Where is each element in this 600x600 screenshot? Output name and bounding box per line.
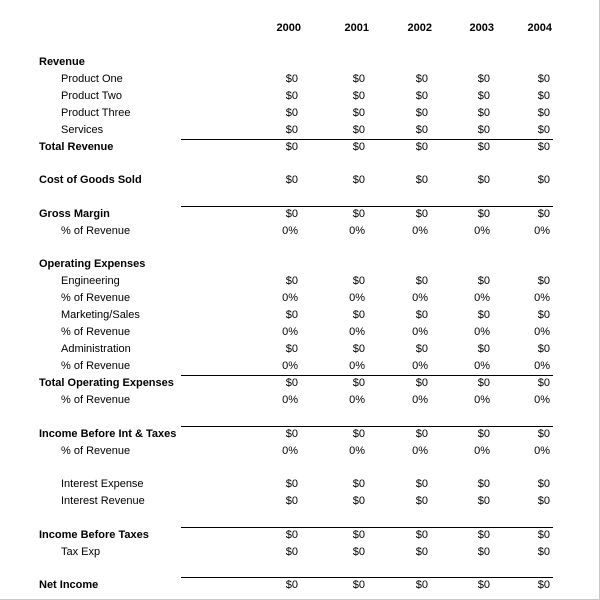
- cell-2004: $0: [537, 107, 550, 119]
- cell-2003: $0: [477, 546, 490, 558]
- cell-2001: 0%: [349, 326, 365, 338]
- cell-2003: $0: [477, 141, 490, 153]
- cell-2000: $0: [285, 495, 298, 507]
- cell-2000: $0: [285, 478, 298, 490]
- cell-2000: $0: [285, 343, 298, 355]
- cell-2002: $0: [415, 208, 428, 220]
- row-label: % of Revenue: [61, 445, 131, 457]
- row-tax-exp: [0, 544, 600, 561]
- row-interest-expense: [0, 476, 600, 493]
- cell-2003: $0: [477, 73, 490, 85]
- cell-2004: $0: [537, 529, 550, 541]
- cell-2003: 0%: [474, 326, 490, 338]
- row-label: % of Revenue: [61, 394, 131, 406]
- row-income-before-int-taxes: [0, 426, 600, 443]
- cell-2002: $0: [415, 529, 428, 541]
- cell-2004: $0: [537, 141, 550, 153]
- cell-2001: $0: [352, 579, 365, 591]
- row-revenue-heading: [0, 54, 600, 71]
- cell-2003: $0: [477, 208, 490, 220]
- row-label: Income Before Int & Taxes: [39, 428, 177, 440]
- cell-2004: 0%: [534, 445, 550, 457]
- row-label: Total Revenue: [39, 141, 114, 153]
- cell-2001: $0: [352, 495, 365, 507]
- cell-2003: 0%: [474, 225, 490, 237]
- cell-2002: $0: [415, 428, 428, 440]
- cell-2001: $0: [352, 428, 365, 440]
- row-label: % of Revenue: [61, 292, 131, 304]
- cell-2004: $0: [537, 478, 550, 490]
- cell-2002: $0: [415, 343, 428, 355]
- cell-2003: $0: [477, 107, 490, 119]
- row-label: Services: [61, 124, 104, 136]
- cell-2001: 0%: [349, 292, 365, 304]
- year-header-2: 2002: [407, 22, 432, 34]
- row-operating-expenses-heading: [0, 256, 600, 273]
- row-interest-revenue: [0, 493, 600, 510]
- row-label: Product Two: [61, 90, 122, 102]
- row-cost-of-goods-sold: [0, 172, 600, 189]
- row-label: Product Three: [61, 107, 131, 119]
- cell-2002: 0%: [412, 225, 428, 237]
- cell-2004: $0: [537, 275, 550, 287]
- cell-2004: $0: [537, 174, 550, 186]
- cell-2002: $0: [415, 309, 428, 321]
- year-header-1: 2001: [344, 22, 369, 34]
- row-label: Tax Exp: [61, 546, 101, 558]
- cell-2004: $0: [537, 208, 550, 220]
- cell-2000: 0%: [282, 394, 298, 406]
- cell-2001: 0%: [349, 225, 365, 237]
- cell-2002: $0: [415, 90, 428, 102]
- row-product-two: [0, 88, 600, 105]
- cell-2002: 0%: [412, 360, 428, 372]
- cell-2003: $0: [477, 174, 490, 186]
- year-header-0: 2000: [276, 22, 301, 34]
- cell-2002: $0: [415, 141, 428, 153]
- cell-2002: 0%: [412, 292, 428, 304]
- cell-2003: $0: [477, 90, 490, 102]
- cell-2003: 0%: [474, 360, 490, 372]
- cell-2000: 0%: [282, 445, 298, 457]
- cell-2002: $0: [415, 275, 428, 287]
- cell-2001: 0%: [349, 360, 365, 372]
- row-label: Interest Revenue: [61, 495, 145, 507]
- cell-2001: $0: [352, 546, 365, 558]
- cell-2001: $0: [352, 90, 365, 102]
- year-header-4: 2004: [527, 22, 552, 34]
- cell-2003: $0: [477, 275, 490, 287]
- cell-2001: $0: [352, 208, 365, 220]
- row-label: Administration: [61, 343, 131, 355]
- row-gross-margin-percent: [0, 223, 600, 240]
- cell-2002: $0: [415, 478, 428, 490]
- row-marketing-sales-percent: [0, 324, 600, 341]
- row-income-before-taxes: [0, 527, 600, 544]
- row-product-one: [0, 71, 600, 88]
- cell-2000: $0: [285, 309, 298, 321]
- cell-2003: $0: [477, 343, 490, 355]
- cell-2003: $0: [477, 529, 490, 541]
- row-services: [0, 122, 600, 139]
- row-label: Product One: [61, 73, 123, 85]
- cell-2001: $0: [352, 529, 365, 541]
- cell-2000: 0%: [282, 360, 298, 372]
- row-label: % of Revenue: [61, 326, 131, 338]
- cell-2003: $0: [477, 579, 490, 591]
- row-income-before-int-taxes-percent: [0, 443, 600, 460]
- cell-2003: $0: [477, 478, 490, 490]
- cell-2002: $0: [415, 579, 428, 591]
- row-label: % of Revenue: [61, 225, 131, 237]
- cell-2001: $0: [352, 107, 365, 119]
- cell-2004: $0: [537, 90, 550, 102]
- cell-2000: $0: [285, 529, 298, 541]
- row-product-three: [0, 105, 600, 122]
- cell-2002: 0%: [412, 445, 428, 457]
- cell-2003: $0: [477, 124, 490, 136]
- cell-2001: $0: [352, 309, 365, 321]
- cell-2004: 0%: [534, 292, 550, 304]
- cell-2002: $0: [415, 546, 428, 558]
- cell-2003: 0%: [474, 292, 490, 304]
- cell-2004: 0%: [534, 326, 550, 338]
- row-total-revenue: [0, 139, 600, 156]
- cell-2000: $0: [285, 546, 298, 558]
- row-net-income: [0, 577, 600, 594]
- row-label: Net Income: [39, 579, 99, 591]
- cell-2002: $0: [415, 124, 428, 136]
- cell-2002: 0%: [412, 326, 428, 338]
- row-engineering-percent: [0, 290, 600, 307]
- cell-2000: 0%: [282, 292, 298, 304]
- cell-2001: $0: [352, 343, 365, 355]
- cell-2001: $0: [352, 174, 365, 186]
- row-marketing-sales: [0, 307, 600, 324]
- row-label: Operating Expenses: [39, 258, 146, 270]
- cell-2004: $0: [537, 579, 550, 591]
- cell-2000: $0: [285, 124, 298, 136]
- cell-2004: $0: [537, 546, 550, 558]
- cell-2004: $0: [537, 495, 550, 507]
- cell-2001: $0: [352, 124, 365, 136]
- cell-2000: $0: [285, 428, 298, 440]
- row-label: Marketing/Sales: [61, 309, 140, 321]
- cell-2000: $0: [285, 275, 298, 287]
- row-label: Revenue: [39, 56, 85, 68]
- row-label: % of Revenue: [61, 360, 131, 372]
- year-header-3: 2003: [469, 22, 494, 34]
- cell-2003: 0%: [474, 445, 490, 457]
- cell-2002: $0: [415, 495, 428, 507]
- cell-2002: $0: [415, 174, 428, 186]
- row-engineering: [0, 273, 600, 290]
- cell-2003: $0: [477, 377, 490, 389]
- cell-2002: $0: [415, 73, 428, 85]
- cell-2003: $0: [477, 309, 490, 321]
- cell-2000: 0%: [282, 326, 298, 338]
- row-label: Cost of Goods Sold: [39, 174, 142, 186]
- row-gross-margin: [0, 206, 600, 223]
- cell-2000: $0: [285, 107, 298, 119]
- cell-2000: $0: [285, 208, 298, 220]
- row-label: Engineering: [61, 275, 120, 287]
- row-administration: [0, 341, 600, 358]
- cell-2004: $0: [537, 73, 550, 85]
- cell-2000: $0: [285, 73, 298, 85]
- row-total-operating-expenses: [0, 375, 600, 392]
- cell-2004: $0: [537, 309, 550, 321]
- row-label: Interest Expense: [61, 478, 144, 490]
- cell-2003: $0: [477, 428, 490, 440]
- row-label: Total Operating Expenses: [39, 377, 174, 389]
- cell-2001: $0: [352, 377, 365, 389]
- cell-2002: $0: [415, 107, 428, 119]
- cell-2000: $0: [285, 377, 298, 389]
- cell-2003: $0: [477, 495, 490, 507]
- row-label: Income Before Taxes: [39, 529, 149, 541]
- cell-2004: $0: [537, 343, 550, 355]
- cell-2000: $0: [285, 174, 298, 186]
- cell-2000: $0: [285, 141, 298, 153]
- cell-2004: $0: [537, 377, 550, 389]
- row-label: Gross Margin: [39, 208, 110, 220]
- cell-2000: $0: [285, 579, 298, 591]
- cell-2001: $0: [352, 141, 365, 153]
- cell-2001: 0%: [349, 394, 365, 406]
- cell-2000: 0%: [282, 225, 298, 237]
- cell-2001: $0: [352, 478, 365, 490]
- cell-2001: 0%: [349, 445, 365, 457]
- cell-2004: $0: [537, 124, 550, 136]
- cell-2002: $0: [415, 377, 428, 389]
- cell-2003: 0%: [474, 394, 490, 406]
- row-total-operating-expenses-percent: [0, 392, 600, 409]
- cell-2004: $0: [537, 428, 550, 440]
- cell-2004: 0%: [534, 360, 550, 372]
- cell-2002: 0%: [412, 394, 428, 406]
- cell-2004: 0%: [534, 394, 550, 406]
- cell-2001: $0: [352, 73, 365, 85]
- cell-2000: $0: [285, 90, 298, 102]
- cell-2001: $0: [352, 275, 365, 287]
- cell-2004: 0%: [534, 225, 550, 237]
- row-administration-percent: [0, 358, 600, 375]
